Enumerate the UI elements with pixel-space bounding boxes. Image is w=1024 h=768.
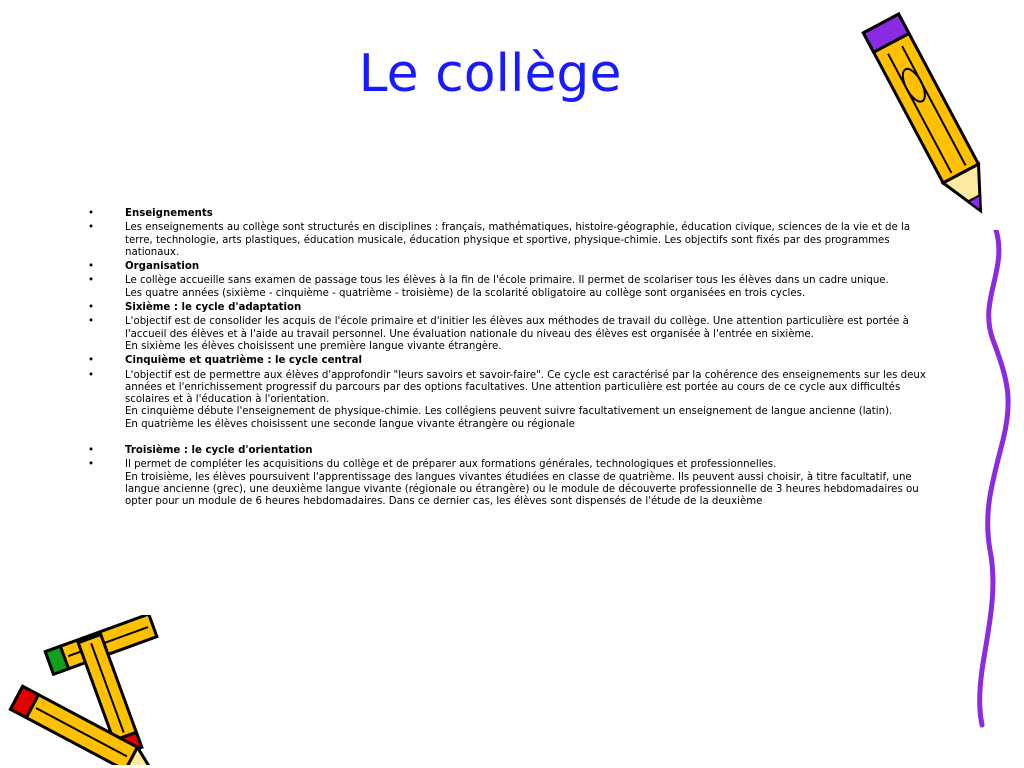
section-heading: Sixième : le cycle d'adaptation [125,302,302,314]
bullet-marker: • [88,208,95,219]
bullet-item [88,316,928,353]
body-text: En sixième les élèves choisissent une première langue vivante étrangère. [125,340,502,352]
bullet-item [88,370,928,431]
section-heading: Troisième : le cycle d'orientation [125,445,313,457]
body-text: L'objectif est de consolider les acquis de l'école primaire et d'initier les élèves aux méthodes de travail du collège. Une attention particulière est portée à l'accueil des élèves et à l'aide au travail personnel. Une évaluation nationale du niveau des élèves est organisée à l'entrée en sixième. [125,316,909,340]
bullet-heading [88,261,928,273]
pencils-icon [0,615,175,765]
bullet-marker: • [88,261,95,273]
body-text: Il permet de compléter les acquisitions du collège et de préparer aux formations générales, technologiques et professionnelles. [125,459,777,471]
bullet-item [88,275,928,300]
section-heading: Organisation [125,261,200,273]
section-heading: Cinquième et quatrième : le cycle central [125,355,363,367]
bullet-item [88,222,928,259]
bullet-heading [88,302,928,314]
body-text: En quatrième les élèves choisissent une seconde langue vivante étrangère ou régionale [125,418,575,430]
body-text: Les quatre années (sixième - cinquième - quatrième - troisième) de la scolarité obligatoire au collège sont organisées en trois cycles. [125,287,806,299]
body-text: Le collège accueille sans examen de passage tous les élèves à la fin de l'école primaire. Il permet de scolariser tous les élèves dans un cadre unique. [125,275,889,287]
bullet-marker: • [88,222,95,234]
body-text: En troisième, les élèves poursuivent l'apprentissage des langues vivantes étudiées en classe de quatrième. Ils peuvent aussi choisir, à titre facultatif, une langue ancienne (grec), une deuxième langue vivante (régionale ou étrangère) ou le module de découverte professionnelle de 3 heures hebdomadaires ou opter pour un module de 6 heures hebdomadaires. Dans ce dernier cas, les élèves sont dispensés de l'étude de la deuxième [125,471,919,508]
bullet-marker: • [88,275,95,287]
bullet-heading [88,355,928,367]
bullet-heading [88,445,928,457]
bullet-item [88,459,928,508]
body-text: L'objectif est de permettre aux élèves d'approfondir "leurs savoirs et savoir-faire". Ce cycle est caractérisé par la cohérence des enseignements sur les deux années et l'enrichissement progressif du parcours par des options facultatives. Une attention particulière est portée au cours de ce cycle aux difficultés scolaires et à l'éducation à l'orientation. [125,369,926,406]
pencil-icon [855,2,1005,242]
bullet-marker: • [88,445,95,457]
section-heading: Enseignements [125,208,213,219]
bullet-heading [88,208,928,220]
body-text: En cinquième débute l'enseignement de physique-chimie. Les collégiens peuvent suivre facultativement un enseignement de langue ancienne (latin). [125,406,893,418]
slide-title: Le collège [358,44,622,104]
bullet-marker: • [88,355,95,367]
slide-content [88,208,928,511]
bullet-list [88,208,928,509]
body-text: Les enseignements au collège sont structurés en disciplines : français, mathématiques, histoire-géographie, éducation civique, sciences de la vie et de la terre, technologie, arts plastiques, éducation musicale, éducation physique et sportive, physique-chimie. Les objectifs sont fixés par des programmes nationaux. [125,222,911,258]
bullet-marker: • [88,316,95,328]
bullet-marker: • [88,369,95,381]
bullet-marker: • [88,459,95,471]
bullet-marker: • [88,302,95,314]
wavy-line-icon [958,230,1024,730]
